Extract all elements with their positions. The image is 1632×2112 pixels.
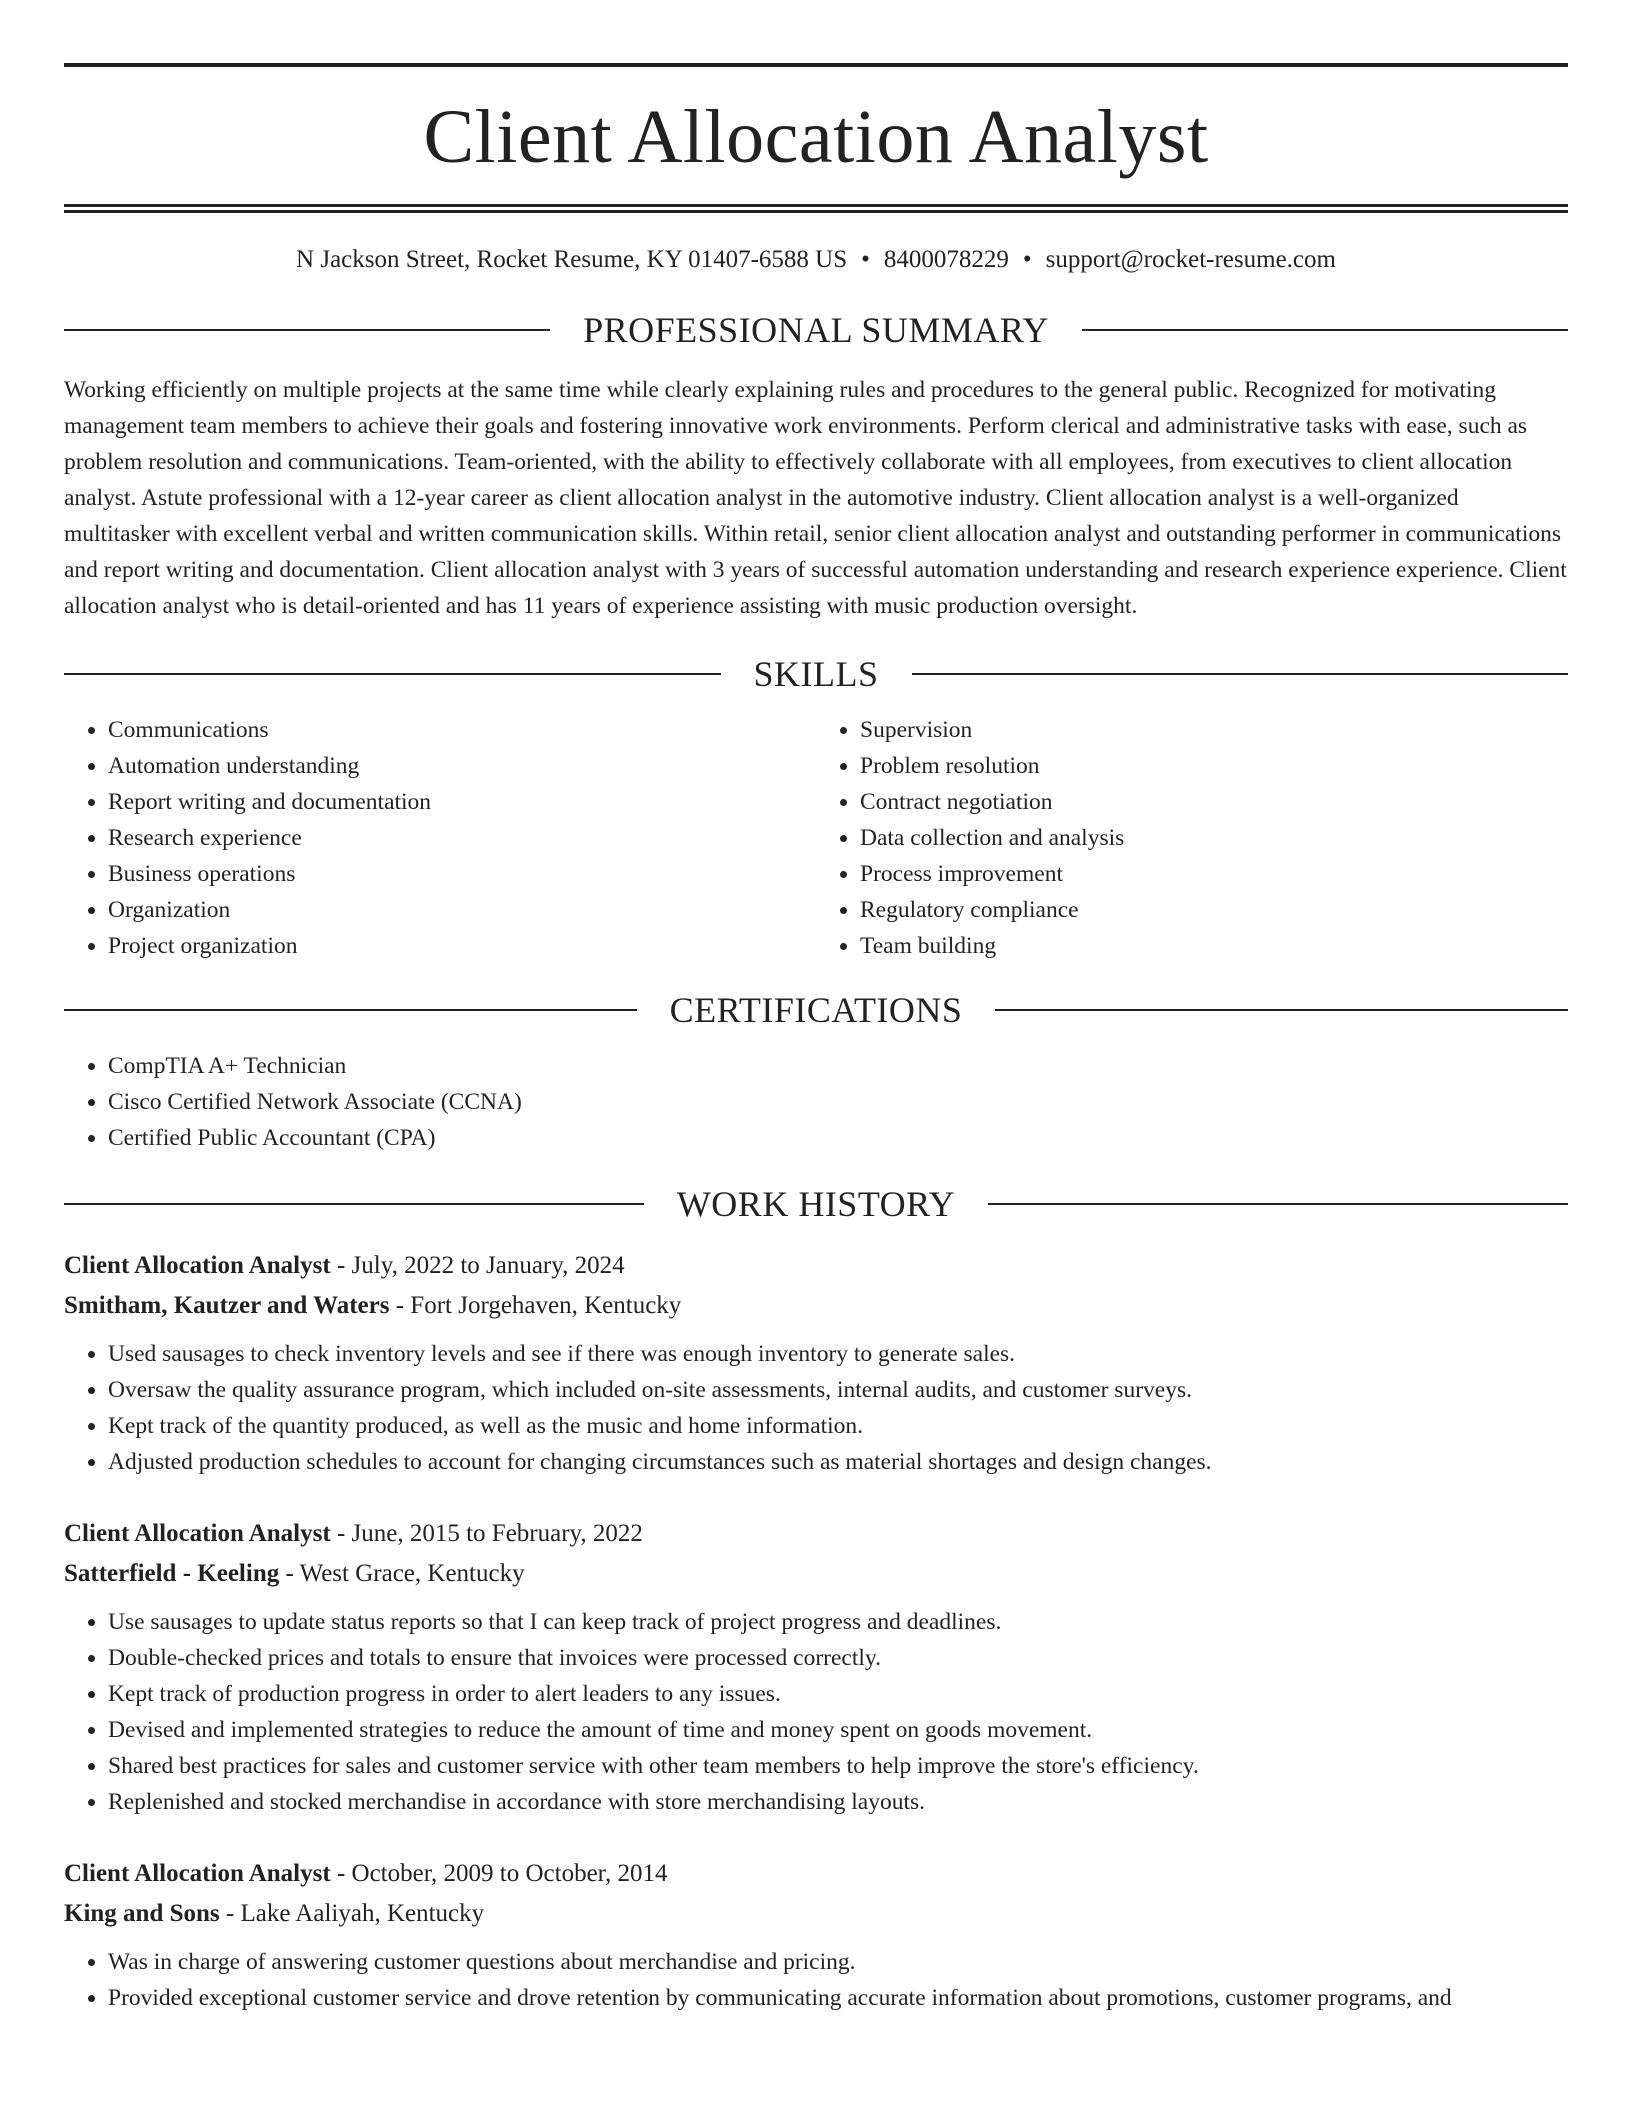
job-duty-item: • Double-checked prices and totals to ensure that invoices were processed correctly. [108, 1640, 1568, 1676]
job-entry [64, 1854, 1568, 2016]
job-duties-list [64, 1604, 1568, 1820]
job-company-line [64, 1286, 1568, 1326]
job-title-line [64, 1514, 1568, 1554]
job-entry [64, 1514, 1568, 1820]
summary-section-title: PROFESSIONAL SUMMARY [583, 310, 1049, 350]
skill-item: • Automation understanding [108, 748, 816, 784]
job-duty-item: • Shared best practices for sales and customer service with other team members to help improve the store's efficiency. [108, 1748, 1568, 1784]
contact-address: N Jackson Street, Rocket Resume, KY 01407-6588 US [296, 246, 848, 273]
title-double-divider [64, 204, 1568, 213]
job-entry [64, 1246, 1568, 1480]
job-title: Client Allocation Analyst [64, 1520, 331, 1547]
job-duty-item: • Replenished and stocked merchandise in accordance with store merchandising layouts. [108, 1784, 1568, 1820]
section-divider-left [64, 1203, 644, 1205]
job-location: - West Grace, Kentucky [279, 1560, 525, 1587]
skill-item: • Problem resolution [860, 748, 1568, 784]
certifications-list [64, 1048, 1568, 1156]
job-title-line [64, 1246, 1568, 1286]
job-dates: - July, 2022 to January, 2024 [330, 1252, 625, 1279]
contact-phone: 8400078229 [883, 246, 1009, 273]
section-divider-right [912, 673, 1569, 675]
job-company-line [64, 1894, 1568, 1934]
skills-column-right [816, 712, 1568, 964]
top-divider [64, 63, 1568, 67]
job-dates: - June, 2015 to February, 2022 [330, 1520, 643, 1547]
section-divider-right [988, 1203, 1568, 1205]
skill-item: • Process improvement [860, 856, 1568, 892]
job-title: Client Allocation Analyst [64, 1860, 331, 1887]
work-history-section-header [64, 1184, 1568, 1224]
job-duty-item: • Was in charge of answering customer questions about merchandise and pricing. [108, 1944, 1568, 1980]
contact-email: support@rocket-resume.com [1045, 246, 1336, 273]
job-company: Smitham, Kautzer and Waters [64, 1292, 390, 1319]
job-company: King and Sons [64, 1900, 220, 1927]
professional-summary-text: Working efficiently on multiple projects at the same time while clearly explaining rules and procedures to the general public. Recognized for motivating management team members to achieve their goals and fostering innovative work environments. Perform clerical and administrative tasks with ease, such as problem resolution and communications. Team-oriented, with the ability to effectively collaborate with all employees, from executives to client allocation analyst. Astute professional with a 12-year career as client allocation analyst in the automotive industry. Client allocation analyst is a well-organized multitasker with excellent verbal and written communication skills. Within retail, senior client allocation analyst and outstanding performer in communications and report writing and documentation. Client allocation analyst with 3 years of successful automation understanding and research experience experience. Client allocation analyst who is detail-oriented and has 11 years of experience assisting with music production oversight. [64, 377, 1567, 619]
skills-section-title: SKILLS [753, 654, 879, 694]
job-duty-item: • Use sausages to update status reports so that I can keep track of project progress and deadlines. [108, 1604, 1568, 1640]
section-divider-left [64, 1009, 637, 1011]
summary-section-header [64, 310, 1568, 350]
skill-item: • Report writing and documentation [108, 784, 816, 820]
skill-item: • Data collection and analysis [860, 820, 1568, 856]
job-duty-item: • Kept track of the quantity produced, as well as the music and home information. [108, 1408, 1568, 1444]
skill-item: • Communications [108, 712, 816, 748]
section-divider-right [1082, 329, 1568, 331]
certification-item: • Certified Public Accountant (CPA) [108, 1120, 1568, 1156]
certification-item: • CompTIA A+ Technician [108, 1048, 1568, 1084]
job-location: - Fort Jorgehaven, Kentucky [389, 1292, 682, 1319]
job-duty-item: • Kept track of production progress in order to alert leaders to any issues. [108, 1676, 1568, 1712]
skill-item: • Research experience [108, 820, 816, 856]
certifications-section-header [64, 990, 1568, 1030]
job-title-line [64, 1854, 1568, 1894]
contact-separator: • [1022, 246, 1032, 273]
contact-line [64, 244, 1568, 276]
skill-item: • Business operations [108, 856, 816, 892]
job-company: Satterfield - Keeling [64, 1560, 280, 1587]
resume-title: Client Allocation Analyst [423, 95, 1209, 179]
skills-section-header [64, 654, 1568, 694]
section-divider-left [64, 673, 721, 675]
skill-item: • Regulatory compliance [860, 892, 1568, 928]
contact-separator: • [861, 246, 870, 273]
skills-list [64, 712, 1568, 964]
section-divider-left [64, 329, 550, 331]
certifications-section-title: CERTIFICATIONS [669, 990, 963, 1030]
job-title: Client Allocation Analyst [64, 1252, 331, 1279]
skill-item: • Contract negotiation [860, 784, 1568, 820]
skill-item: • Project organization [108, 928, 816, 964]
skill-item: • Supervision [860, 712, 1568, 748]
certification-item: • Cisco Certified Network Associate (CCNA) [108, 1084, 1568, 1120]
skills-column-left [64, 712, 816, 964]
job-duty-item: • Adjusted production schedules to account for changing circumstances such as material shortages and design changes. [108, 1444, 1568, 1480]
work-history-section-title: WORK HISTORY [676, 1184, 956, 1224]
job-duty-item: • Oversaw the quality assurance program, which included on-site assessments, internal audits, and customer surveys. [108, 1372, 1568, 1408]
job-duty-item: • Devised and implemented strategies to reduce the amount of time and money spent on goods movement. [108, 1712, 1568, 1748]
job-duty-item: • Provided exceptional customer service and drove retention by communicating accurate information about promotions, customer programs, and [108, 1980, 1568, 2016]
job-duty-item: • Used sausages to check inventory levels and see if there was enough inventory to generate sales. [108, 1336, 1568, 1372]
job-company-line [64, 1554, 1568, 1594]
job-dates: - October, 2009 to October, 2014 [330, 1860, 668, 1887]
skill-item: • Organization [108, 892, 816, 928]
job-duties-list [64, 1336, 1568, 1480]
skill-item: • Team building [860, 928, 1568, 964]
job-duties-list [64, 1944, 1568, 2016]
job-location: - Lake Aaliyah, Kentucky [219, 1900, 485, 1927]
section-divider-right [995, 1009, 1568, 1011]
